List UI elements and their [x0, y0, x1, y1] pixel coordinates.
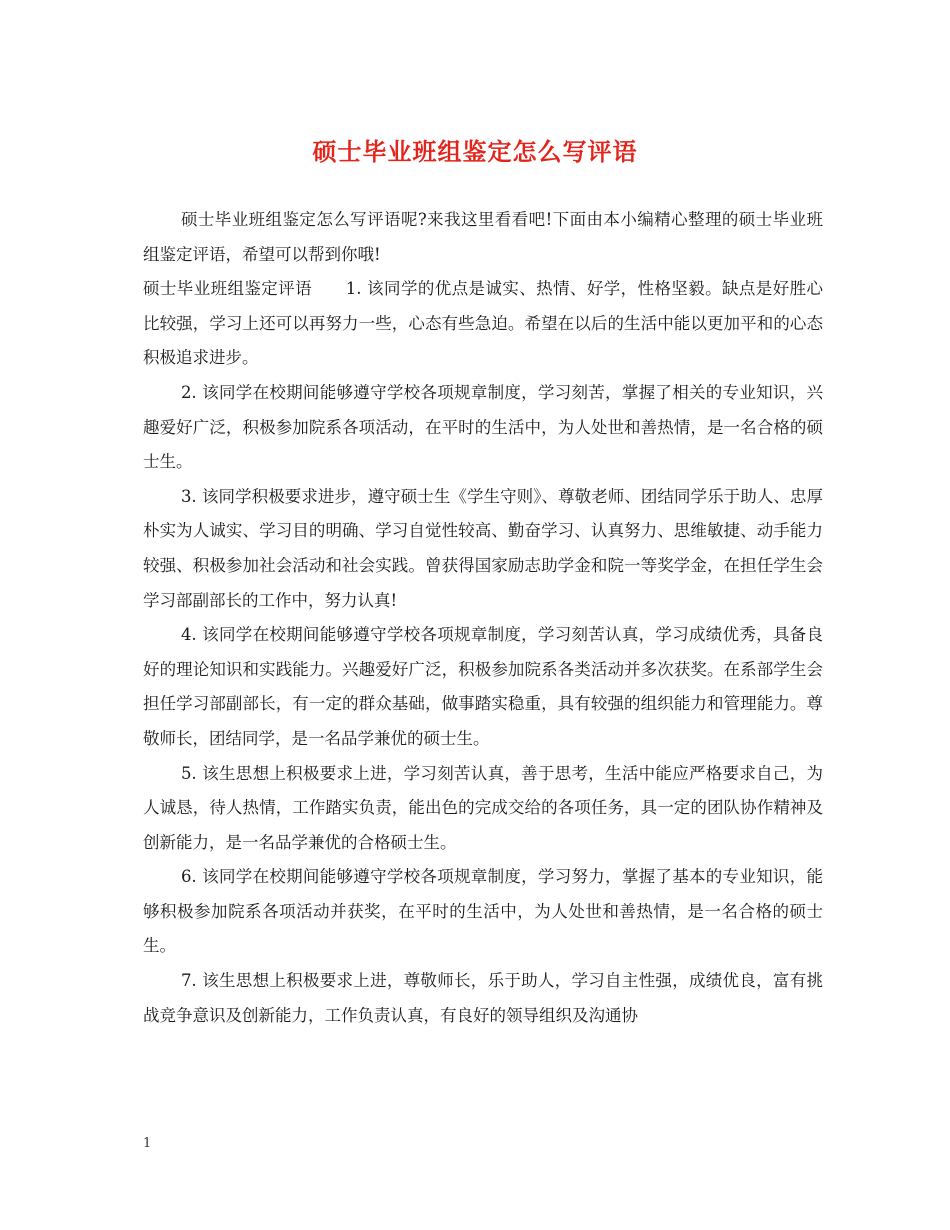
- document-title: 硕士毕业班组鉴定怎么写评语: [312, 137, 638, 166]
- page-number: 1: [143, 1136, 152, 1151]
- comment-item-3: 3. 该同学积极要求进步，遵守硕士生《学生守则》、尊敬老师、团结同学乐于助人、忠厚朴实为人诚实、学习目的明确、学习自觉性较高、勤奋学习、认真努力、思维敏捷、动手能力较强、积极参加社会活动和社会实践。曾获得国家励志助学金和院一等奖学金，在担任学生会学习部副部长的工作中，努力认真!: [143, 486, 823, 610]
- comment-item-1: 硕士毕业班组鉴定评语 1. 该同学的优点是诚实、热情、好学，性格坚毅。缺点是好胜心比较强，学习上还可以再努力一些，心态有些急迫。希望在以后的生活中能以更加平和的心态积极追求进步。: [143, 279, 823, 368]
- comment-item-5: 5. 该生思想上积极要求上进，学习刻苦认真，善于思考，生活中能应严格要求自己，为人诚恳，待人热情，工作踏实负责，能出色的完成交给的各项任务，具一定的团队协作精神及创新能力，是一名品学兼优的合格硕士生。: [143, 763, 823, 852]
- comment-item-7: 7. 该生思想上积极要求上进，尊敬师长，乐于助人，学习自主性强，成绩优良，富有挑战竞争意识及创新能力，工作负责认真，有良好的领导组织及沟通协: [143, 971, 823, 1025]
- comment-item-2: 2. 该同学在校期间能够遵守学校各项规章制度，学习刻苦，掌握了相关的专业知识，兴趣爱好广泛，积极参加院系各项活动，在平时的生活中，为人处世和善热情，是一名合格的硕士生。: [143, 382, 823, 472]
- comment-item-6: 6. 该同学在校期间能够遵守学校各项规章制度，学习努力，掌握了基本的专业知识，能够积极参加院系各项活动并获奖，在平时的生活中，为人处世和善热情，是一名合格的硕士生。: [143, 867, 823, 956]
- comment-item-4: 4. 该同学在校期间能够遵守学校各项规章制度，学习刻苦认真，学习成绩优秀，具备良好的理论知识和实践能力。兴趣爱好广泛，积极参加院系各类活动并多次获奖。在系部学生会担任学习部副部长，有一定的群众基础，做事踏实稳重，具有较强的组织能力和管理能力。尊敬师长，团结同学，是一名品学兼优的硕士生。: [143, 625, 823, 748]
- intro-paragraph: 硕士毕业班组鉴定怎么写评语呢?来我这里看看吧!下面由本小编精心整理的硕士毕业班组鉴定评语，希望可以帮到你哦!: [143, 210, 823, 264]
- document-body: [143, 203, 823, 1033]
